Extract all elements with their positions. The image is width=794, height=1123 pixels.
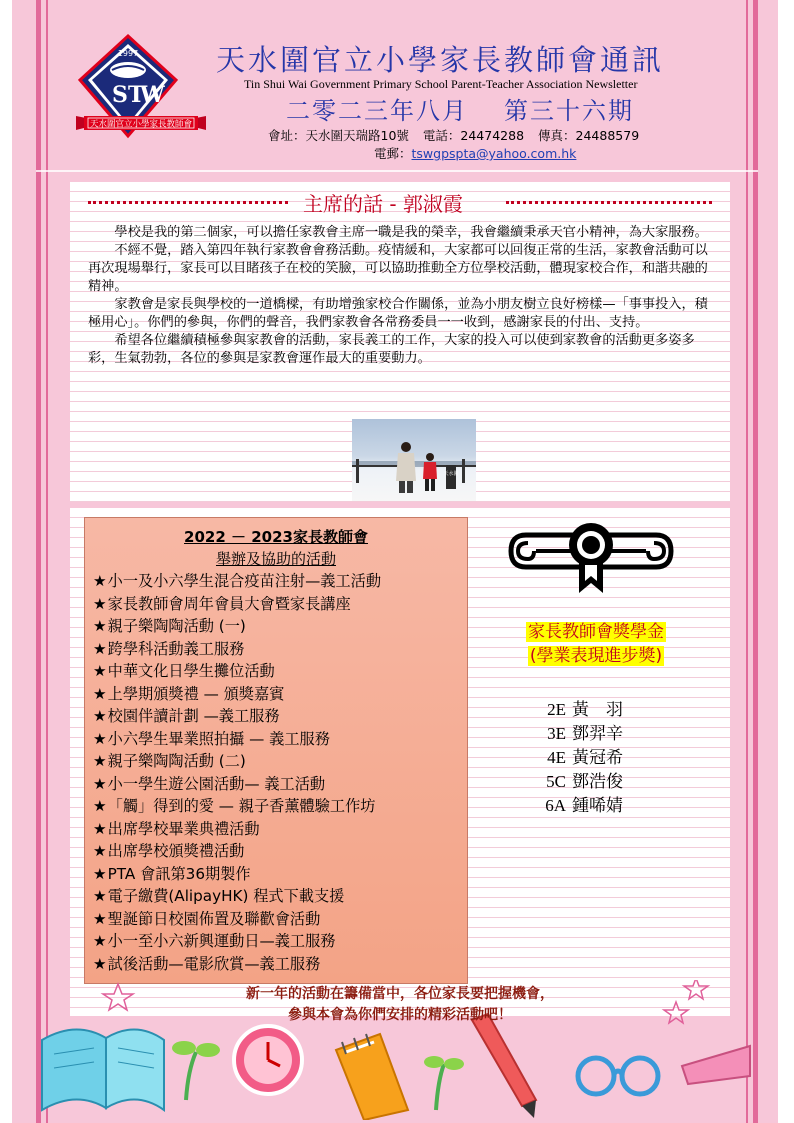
photo-illustration bbox=[352, 419, 476, 501]
winner-class: 5C bbox=[546, 772, 566, 791]
newsletter-subtitle: Tin Shui Wai Government Primary School Parent-Teacher Association Newsletter bbox=[244, 77, 638, 91]
chair-message-body bbox=[88, 224, 718, 368]
list-item: ★ 上學期頒獎禮 — 頒獎嘉賓 bbox=[93, 683, 381, 706]
email-link[interactable]: tswgpspta@yahoo.com.hk bbox=[411, 146, 577, 161]
open-book-icon bbox=[42, 1029, 164, 1110]
email-line bbox=[374, 144, 576, 162]
list-item: ★ 小一學生遊公園活動— 義工活動 bbox=[93, 773, 381, 796]
activities-heading-year: 2022 － 2023 bbox=[184, 528, 293, 546]
list-item: ★ 親子樂陶陶活動 (一) bbox=[93, 615, 381, 638]
winner-name: 鍾唏婧 bbox=[572, 796, 623, 815]
activities-box bbox=[84, 517, 468, 984]
activities-list bbox=[93, 570, 381, 975]
email-label: 電郵： bbox=[374, 146, 412, 161]
scholarship-title-line2: (學業表現進步獎) bbox=[529, 646, 663, 666]
notebook-icon bbox=[336, 1034, 408, 1120]
phone: 電話：24474288 bbox=[422, 128, 525, 143]
left-border-line bbox=[46, 0, 48, 1123]
list-item: ★ 小一至小六新興運動日—義工服務 bbox=[93, 930, 381, 953]
svg-text:T: T bbox=[128, 82, 145, 108]
svg-text:S: S bbox=[112, 82, 128, 108]
chair-paragraph: 學校是我的第二個家，可以擔任家教會主席一職是我的榮幸，我會繼續秉承天官小精神，為大家服務。 bbox=[114, 225, 708, 240]
list-item: ★ 出席學校畢業典禮活動 bbox=[93, 818, 381, 841]
issue-line bbox=[286, 91, 634, 126]
list-item: ★ 出席學校頒獎禮活動 bbox=[93, 840, 381, 863]
list-item: ★ 小六學生畢業照拍攝 — 義工服務 bbox=[93, 728, 381, 751]
issue-date: 二零二三年八月 bbox=[286, 97, 468, 125]
photo-sign-text: 天水圍 bbox=[443, 471, 459, 477]
footer-line1: 新一年的活動在籌備當中，各位家長要把握機會， bbox=[246, 986, 554, 1002]
activities-heading-text: 家長教師會 bbox=[292, 528, 368, 546]
winner-row bbox=[536, 794, 656, 818]
eraser-icon bbox=[682, 1046, 750, 1084]
scholarship-winners bbox=[536, 698, 656, 818]
chair-paragraph: 家教會是家長與學校的一道橋樑，有助增強家校合作關係，並為小朋友樹立良好榜樣—「事事投入，積極用心」。你們的參與，你們的聲音，我們家教會各常務委員一一收到，感謝家長的付出、支持。 bbox=[88, 297, 708, 330]
address: 會址：天水圍天瑞路10號 bbox=[268, 128, 409, 143]
list-item: ★ PTA 會訊第36期製作 bbox=[93, 863, 381, 886]
fax: 傳真：24488579 bbox=[538, 128, 640, 143]
header-separator bbox=[36, 170, 758, 172]
list-item: ★ 聖誕節日校園佈置及聯歡會活動 bbox=[93, 908, 381, 931]
pta-logo bbox=[76, 32, 206, 142]
logo-banner-text: 天水圍官立小學家長教師會 bbox=[89, 119, 193, 130]
activities-heading bbox=[85, 526, 467, 547]
footer-line2: 參與本會為你們安排的精彩活動吧！ bbox=[288, 1007, 512, 1023]
list-item: ★ 試後活動—電影欣賞—義工服務 bbox=[93, 953, 381, 976]
winner-class: 4E bbox=[547, 748, 566, 767]
list-item: ★ 校園伴讀計劃 —義工服務 bbox=[93, 705, 381, 728]
chair-paragraph: 希望各位繼續積極參與家教會的活動，家長義工的工作，大家的投入可以使到家教會的活動更多姿多彩，生氣勃勃，各位的參與是家教會運作最大的重要動力。 bbox=[88, 333, 695, 366]
winner-class: 6A bbox=[545, 796, 566, 815]
contact-line bbox=[268, 126, 653, 144]
list-item: ★ 家長教師會周年會員大會暨家長講座 bbox=[93, 593, 381, 616]
list-item: ★ 親子樂陶陶活動 (二) bbox=[93, 750, 381, 773]
chair-message-title: 主席的話 - 郭淑霞 bbox=[303, 192, 463, 216]
footer-message bbox=[140, 984, 660, 1026]
chair-paragraph: 不經不覺，踏入第四年執行家教會會務活動。疫情緩和，大家都可以回復正常的生活，家教會活動可以再次現場舉行，家長可以目睹孩子在校的笑臉，可以協助推動全方位學校活動，體現家校合作，和諧共融的精神。 bbox=[88, 243, 708, 294]
activities-subheading: 舉辦及協助的活動 bbox=[215, 550, 336, 568]
svg-text:W: W bbox=[140, 82, 165, 108]
left-border-stripe bbox=[36, 0, 41, 1123]
certificate-scroll-icon bbox=[506, 515, 676, 595]
chair-title-rule-left bbox=[88, 201, 288, 204]
list-item: ★ 跨學科活動義工服務 bbox=[93, 638, 381, 661]
winner-name: 黃冠希 bbox=[572, 748, 623, 767]
issue-number: 第三十六期 bbox=[504, 97, 634, 125]
list-item: ★ 「觸」得到的愛 — 親子香薰體驗工作坊 bbox=[93, 795, 381, 818]
list-item: ★ 電子繳費(AlipayHK) 程式下載支援 bbox=[93, 885, 381, 908]
list-item: ★ 中華文化日學生攤位活動 bbox=[93, 660, 381, 683]
newsletter-title: 天水圍官立小學家長教師會通訊 bbox=[216, 43, 665, 77]
winner-class: 3E bbox=[547, 724, 566, 743]
sprout-icon bbox=[172, 1041, 220, 1100]
winner-name: 鄧羿辛 bbox=[572, 724, 623, 743]
chair-photo bbox=[352, 419, 476, 501]
winner-class: 2E bbox=[547, 700, 566, 719]
right-border-stripe bbox=[753, 0, 758, 1123]
clock-icon bbox=[234, 1026, 302, 1094]
logo-year: 1997 bbox=[117, 49, 139, 58]
winner-row bbox=[536, 770, 656, 794]
winner-row bbox=[536, 746, 656, 770]
scholarship-title bbox=[510, 620, 682, 668]
list-item: ★ 小一及小六學生混合疫苗注射—義工活動 bbox=[93, 570, 381, 593]
winner-row bbox=[536, 698, 656, 722]
chair-title-rule-right bbox=[506, 201, 712, 204]
glasses-icon bbox=[578, 1058, 658, 1094]
scholarship-title-line1: 家長教師會獎學金 bbox=[528, 622, 664, 642]
sprout-icon bbox=[424, 1056, 464, 1110]
winner-row bbox=[536, 722, 656, 746]
winner-name: 黃 羽 bbox=[572, 700, 623, 719]
pencil-icon bbox=[472, 1014, 536, 1118]
right-border-line bbox=[746, 0, 748, 1123]
winner-name: 鄧浩俊 bbox=[572, 772, 623, 791]
